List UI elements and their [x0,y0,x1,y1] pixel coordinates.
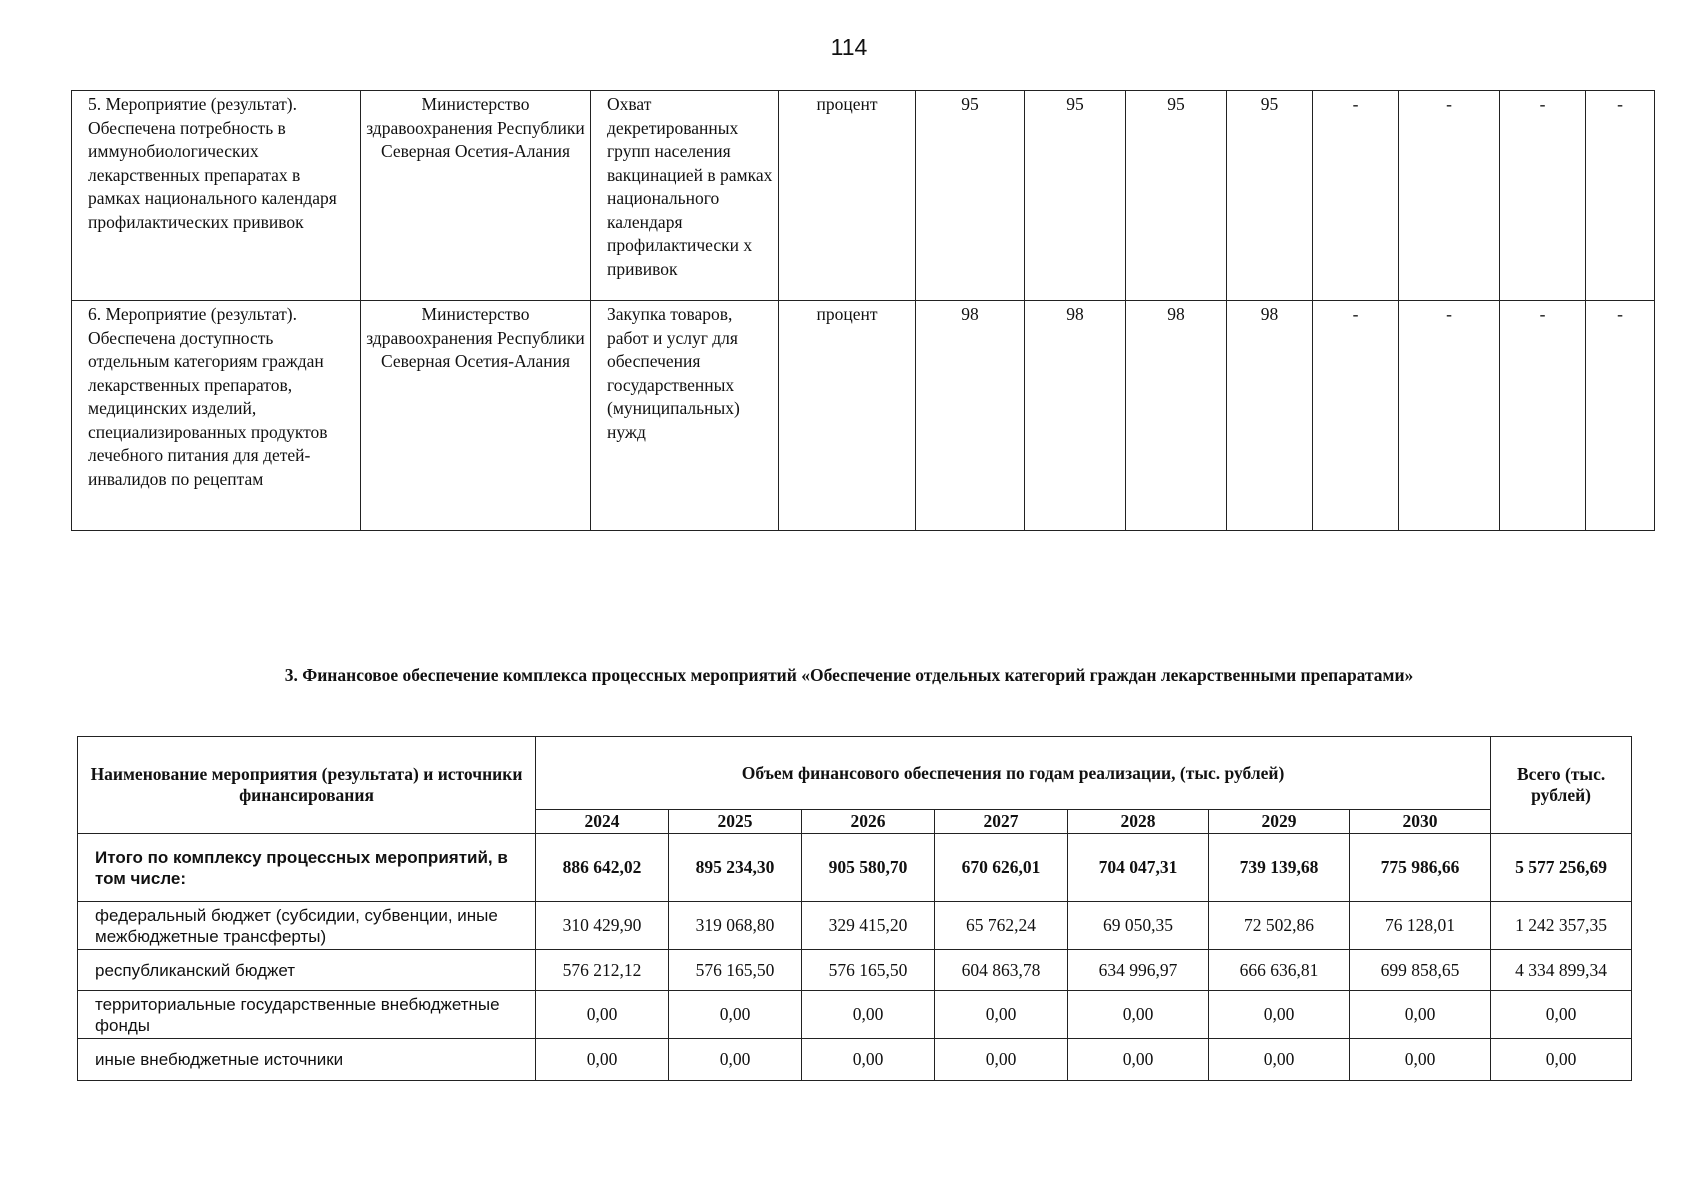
amount-cell: 0,00 [1491,991,1632,1039]
year-header: 2029 [1209,810,1350,834]
amount-cell: 0,00 [1209,991,1350,1039]
value-cell: - [1313,301,1399,531]
unit-cell: процент [779,91,916,301]
row-label: Итого по комплексу процессных мероприятий, в том числе: [78,834,536,902]
amount-cell: 0,00 [536,991,669,1039]
header-row [78,737,1632,810]
amount-cell: 704 047,31 [1068,834,1209,902]
amount-cell: 576 165,50 [802,950,935,991]
value-cell: 95 [1227,91,1313,301]
value-cell: 95 [1126,91,1227,301]
row-label: иные внебюджетные источники [78,1039,536,1081]
value-cell: 95 [916,91,1025,301]
amount-cell: 69 050,35 [1068,902,1209,950]
amount-cell: 775 986,66 [1350,834,1491,902]
amount-cell: 1 242 357,35 [1491,902,1632,950]
amount-cell: 310 429,90 [536,902,669,950]
amount-cell: 576 165,50 [669,950,802,991]
amount-cell: 670 626,01 [935,834,1068,902]
responsible-body: Министерство здравоохранения Республики Северная Осетия-Алания [361,301,591,531]
amount-cell: 0,00 [669,1039,802,1081]
results-table [71,90,1655,531]
row-label: федеральный бюджет (субсидии, субвенции, иные межбюджетные трансферты) [78,902,536,950]
year-header: 2030 [1350,810,1491,834]
year-header: 2027 [935,810,1068,834]
table-row [78,950,1632,991]
table-row [78,991,1632,1039]
amount-cell: 5 577 256,69 [1491,834,1632,902]
header-total: Всего (тыс. рублей) [1491,737,1632,834]
amount-cell: 0,00 [802,1039,935,1081]
indicator-name: Охват декретированных групп населения вакцинацией в рамках национального календаря профилактически х прививок [591,91,779,301]
value-cell: - [1500,91,1586,301]
year-header: 2025 [669,810,802,834]
row-label: территориальные государственные внебюджетные фонды [78,991,536,1039]
amount-cell: 0,00 [1068,1039,1209,1081]
amount-cell: 0,00 [802,991,935,1039]
amount-cell: 0,00 [935,991,1068,1039]
amount-cell: 0,00 [1350,1039,1491,1081]
amount-cell: 895 234,30 [669,834,802,902]
amount-cell: 905 580,70 [802,834,935,902]
amount-cell: 329 415,20 [802,902,935,950]
amount-cell: 886 642,02 [536,834,669,902]
amount-cell: 0,00 [536,1039,669,1081]
amount-cell: 65 762,24 [935,902,1068,950]
value-cell: - [1399,301,1500,531]
value-cell: - [1313,91,1399,301]
amount-cell: 0,00 [935,1039,1068,1081]
table-row [72,91,1655,301]
amount-cell: 604 863,78 [935,950,1068,991]
indicator-name: Закупка товаров, работ и услуг для обеспечения государственных (муниципальных) нужд [591,301,779,531]
value-cell: 98 [1227,301,1313,531]
result-name: 6. Мероприятие (результат). Обеспечена доступность отдельным категориям граждан лекарственных препаратов, медицинских изделий, специализированных продуктов лечебного питания для детей-инвалидов по рецептам [72,301,361,531]
value-cell: 95 [1025,91,1126,301]
amount-cell: 0,00 [1209,1039,1350,1081]
table-row [72,301,1655,531]
value-cell: 98 [916,301,1025,531]
value-cell: - [1586,91,1655,301]
amount-cell: 0,00 [1350,991,1491,1039]
amount-cell: 0,00 [1491,1039,1632,1081]
header-name: Наименование мероприятия (результата) и источники финансирования [78,737,536,834]
table-row [78,1039,1632,1081]
value-cell: - [1586,301,1655,531]
row-label: республиканский бюджет [78,950,536,991]
amount-cell: 76 128,01 [1350,902,1491,950]
unit-cell: процент [779,301,916,531]
amount-cell: 72 502,86 [1209,902,1350,950]
year-header: 2026 [802,810,935,834]
value-cell: - [1500,301,1586,531]
value-cell: 98 [1126,301,1227,531]
result-name: 5. Мероприятие (результат). Обеспечена потребность в иммунобиологических лекарственных препаратах в рамках национального календаря профилактических прививок [72,91,361,301]
value-cell: 98 [1025,301,1126,531]
header-volume: Объем финансового обеспечения по годам реализации, (тыс. рублей) [536,737,1491,810]
amount-cell: 739 139,68 [1209,834,1350,902]
finance-table [77,736,1632,1081]
table-row [78,902,1632,950]
amount-cell: 666 636,81 [1209,950,1350,991]
amount-cell: 319 068,80 [669,902,802,950]
year-header: 2028 [1068,810,1209,834]
amount-cell: 576 212,12 [536,950,669,991]
year-header: 2024 [536,810,669,834]
amount-cell: 4 334 899,34 [1491,950,1632,991]
page-number: 114 [830,34,868,60]
value-cell: - [1399,91,1500,301]
amount-cell: 634 996,97 [1068,950,1209,991]
section-title: 3. Финансовое обеспечение комплекса процессных мероприятий «Обеспечение отдельных категорий граждан лекарственными препаратами» [284,665,1414,685]
responsible-body: Министерство здравоохранения Республики Северная Осетия-Алания [361,91,591,301]
table-row [78,834,1632,902]
amount-cell: 0,00 [1068,991,1209,1039]
amount-cell: 0,00 [669,991,802,1039]
amount-cell: 699 858,65 [1350,950,1491,991]
